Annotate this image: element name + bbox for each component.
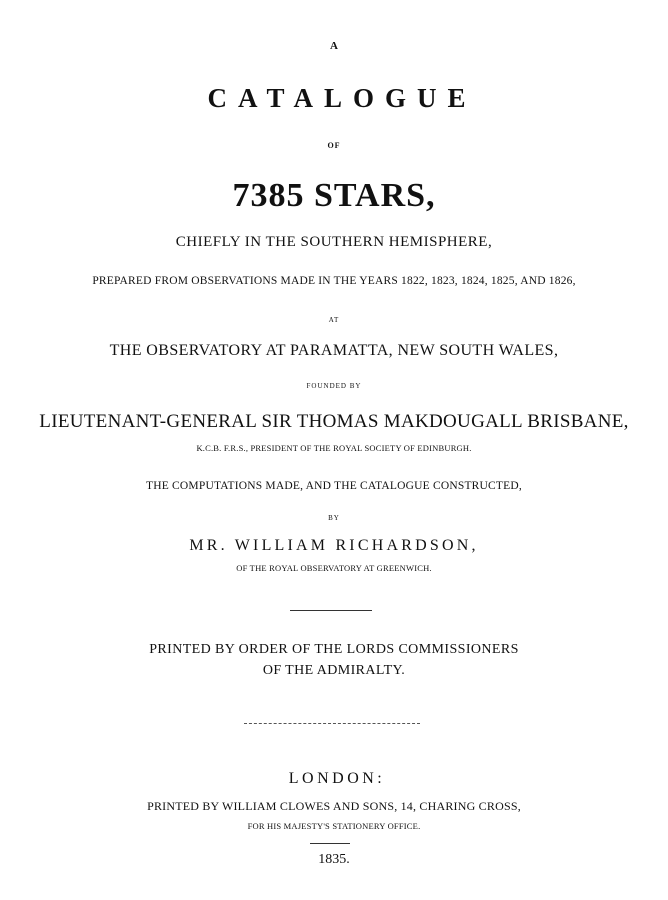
chiefly-line: CHIEFLY IN THE SOUTHERN HEMISPHERE, — [175, 234, 493, 250]
computations-line: THE COMPUTATIONS MADE, AND THE CATALOGUE CONSTRUCTED, — [146, 480, 522, 492]
founded-by-line: FOUNDED BY — [306, 382, 362, 390]
title-catalogue: CATALOGUE — [207, 83, 477, 113]
founder-name: LIEUTENANT-GENERAL SIR THOMAS MAKDOUGALL BRISBANE, — [39, 411, 629, 432]
prepared-line: PREPARED FROM OBSERVATIONS MADE IN THE YEARS 1822, 1823, 1824, 1825, AND 1826, — [92, 275, 576, 287]
article-a: A — [330, 40, 338, 52]
printed-by-order-line-2: OF THE ADMIRALTY. — [262, 663, 406, 678]
printer-for-line: FOR HIS MAJESTY'S STATIONERY OFFICE. — [247, 821, 421, 831]
subject-stars: 7385 STARS, — [232, 177, 436, 214]
divider-rule-3 — [310, 843, 350, 844]
at-line: AT — [328, 316, 340, 324]
observatory-line: THE OBSERVATORY AT PARAMATTA, NEW SOUTH WALES, — [109, 342, 559, 359]
divider-rule-1 — [290, 610, 372, 611]
printer-line: PRINTED BY WILLIAM CLOWES AND SONS, 14, CHARING CROSS, — [147, 799, 521, 813]
by-line: BY — [328, 514, 340, 522]
computer-name: MR. WILLIAM RICHARDSON, — [189, 537, 479, 554]
of-line-1: OF — [327, 141, 341, 150]
divider-rule-2 — [244, 723, 420, 724]
founder-titles: K.C.B. F.R.S., PRESIDENT OF THE ROYAL SOCIETY OF EDINBURGH. — [196, 443, 472, 453]
publication-year: 1835. — [318, 852, 350, 867]
computer-affiliation: OF THE ROYAL OBSERVATORY AT GREENWICH. — [236, 563, 432, 573]
city-london: LONDON: — [288, 770, 386, 787]
printed-by-order-line-1: PRINTED BY ORDER OF THE LORDS COMMISSIONERS — [149, 642, 519, 657]
